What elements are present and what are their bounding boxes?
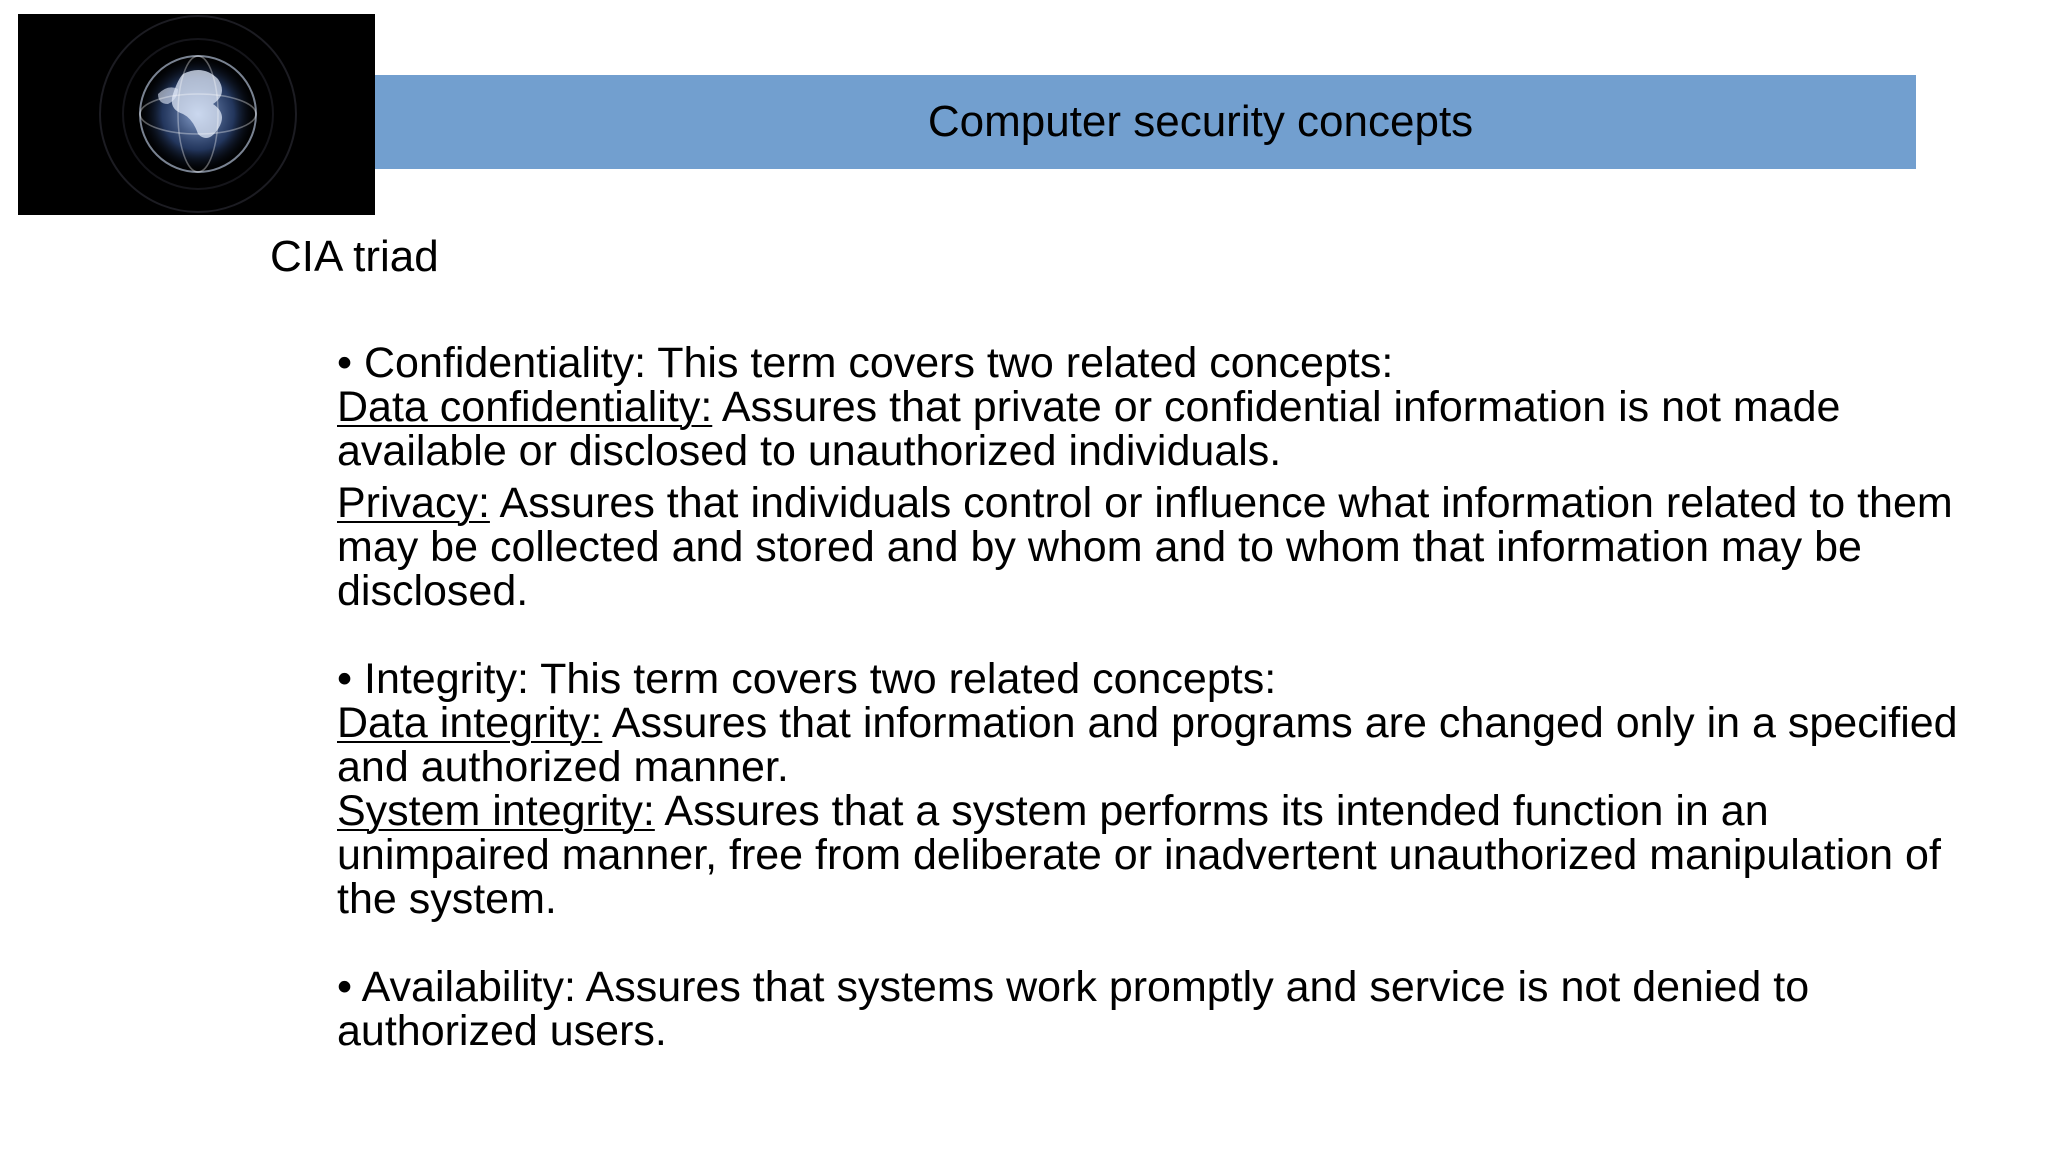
section-subtitle: CIA triad	[270, 232, 439, 281]
title-bar	[375, 75, 1916, 169]
page-title: Computer security concepts	[927, 97, 1474, 146]
term-privacy: Privacy:	[337, 479, 490, 527]
globe-icon	[18, 14, 375, 215]
paragraph-data-integrity	[337, 701, 1977, 789]
definition-data-confidentiality: Assures that private or confidential information is not made available or disclosed to unauthorized individuals.	[337, 383, 1841, 475]
paragraph-system-integrity	[337, 789, 1977, 921]
paragraph-data-confidentiality	[337, 385, 1977, 473]
definition-system-integrity: Assures that a system performs its intended function in an unimpaired manner, free from deliberate or inadvertent unauthorized manipulation of the system.	[337, 787, 1941, 923]
term-data-integrity: Data integrity:	[337, 699, 603, 747]
term-system-integrity: System integrity:	[337, 787, 655, 835]
term-data-confidentiality: Data confidentiality:	[337, 383, 713, 431]
bullet-availability: • Availability: Assures that systems work promptly and service is not denied to authorized users.	[337, 963, 1810, 1055]
paragraph-privacy	[337, 481, 1977, 613]
definition-privacy: Assures that individuals control or influence what information related to them may be collected and stored and by whom and to whom that information may be disclosed.	[337, 479, 1953, 615]
definition-data-integrity: Assures that information and programs are changed only in a specified and authorized manner.	[337, 699, 1958, 791]
bullet-integrity: • Integrity: This term covers two related concepts:	[337, 655, 1277, 703]
globe-image	[18, 14, 375, 215]
slide-body	[337, 341, 1977, 1053]
bullet-confidentiality: • Confidentiality: This term covers two related concepts:	[337, 339, 1394, 387]
